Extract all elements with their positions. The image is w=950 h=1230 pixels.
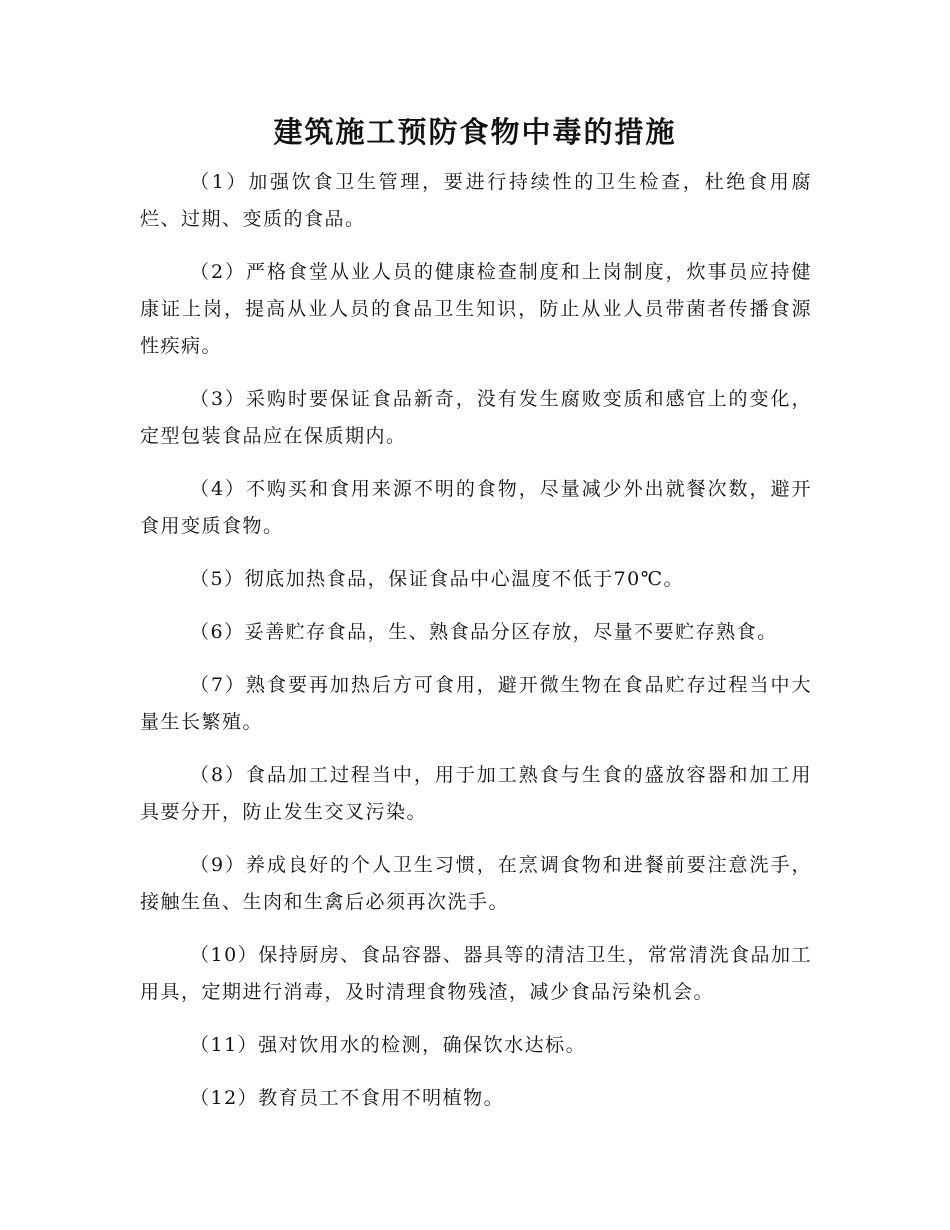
paragraph-5: （5）彻底加热食品，保证食品中心温度不低于70℃。 [190,568,685,590]
paragraph-4: （4）不购买和食用来源不明的食物，尽量减少外出就餐次数，避开食用变质食物。 [140,478,812,537]
document-body [140,164,812,1133]
paragraph-2: （2）严格食堂从业人员的健康检查制度和上岗制度，炊事员应持健康证上岗，提高从业人员的食品卫生知识，防止从业人员带菌者传播食源性疾病。 [140,261,812,357]
paragraph-11: （11）强对饮用水的检测，确保饮水达标。 [190,1034,587,1056]
document-title: 建筑施工预防食物中毒的措施 [273,115,677,149]
paragraph-6: （6）妥善贮存食品，生、熟食品分区存放，尽量不要贮存熟食。 [190,621,778,643]
paragraph-9: （9）养成良好的个人卫生习惯，在烹调食物和进餐前要注意洗手，接触生鱼、生肉和生禽后必须再次洗手。 [140,854,812,913]
paragraph-1: （1）加强饮食卫生管理，要进行持续性的卫生检查，杜绝食用腐烂、过期、变质的食品。 [140,171,812,230]
paragraph-3: （3）采购时要保证食品新奇，没有发生腐败变质和感官上的变化，定型包装食品应在保质期内。 [140,388,812,447]
paragraph-12: （12）教育员工不食用不明植物。 [190,1087,505,1109]
paragraph-8: （8）食品加工过程当中，用于加工熟食与生食的盛放容器和加工用具要分开，防止发生交叉污染。 [140,764,812,823]
paragraph-7: （7）熟食要再加热后方可食用，避开微生物在食品贮存过程当中大量生长繁殖。 [140,674,812,733]
paragraph-10: （10）保持厨房、食品容器、器具等的清洁卫生，常常清洗食品加工用具，定期进行消毒，及时清理食物残渣，减少食品污染机会。 [140,944,812,1003]
